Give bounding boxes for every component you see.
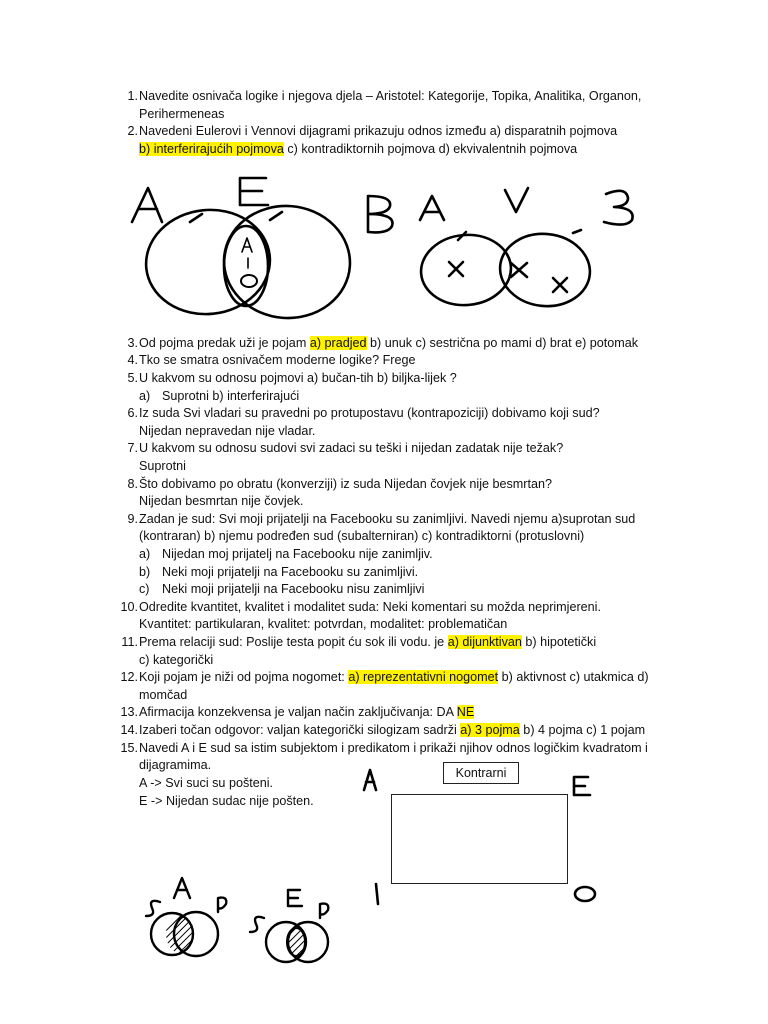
question-number: 4. xyxy=(127,353,138,367)
question-number: 6. xyxy=(127,406,138,420)
question-text: Navedeni Eulerovi i Vennovi dijagrami prikazuju odnos između a) disparatnih pojmova xyxy=(139,124,618,138)
question-number: 10. xyxy=(120,600,138,614)
answer-text: E -> Nijedan sudac nije pošten. xyxy=(139,794,314,808)
question-text: Afirmacija konzekvensa je valjan način zaključivanja: DA xyxy=(139,705,457,719)
question-number: 2. xyxy=(127,124,138,138)
sp-letter-a xyxy=(174,878,190,898)
question-number: 7. xyxy=(127,441,138,455)
question-text: c) kontradiktornih pojmova d) ekvivalentnih pojmova xyxy=(283,142,578,156)
answer-text: Nijedan besmrtan nije čovjek. xyxy=(139,494,304,508)
highlighted-answer: a) pradjed xyxy=(309,336,367,350)
question-text: b) unuk c) sestrična po mami d) brat e) potomak xyxy=(366,336,639,350)
question-number: 15. xyxy=(120,741,138,755)
answer-text: Kvantitet: partikularan, kvalitet: potvrdan, modalitet: problematičan xyxy=(139,617,508,631)
question-number: 3. xyxy=(127,336,138,350)
question-number: 14. xyxy=(120,723,138,737)
question-number: 9. xyxy=(127,512,138,526)
highlighted-answer: a) 3 pojma xyxy=(460,723,520,737)
question-text: Od pojma predak uži je pojam xyxy=(139,336,310,350)
question-text: dijagramima. xyxy=(139,758,212,772)
question-text: Navedite osnivača logike i njegova djela – Aristotel: Kategorije, Topika, Analitika, Organon, xyxy=(139,89,642,103)
question-text: Tko se smatra osnivačem moderne logike? Frege xyxy=(139,353,416,367)
sp-letter-s xyxy=(146,901,160,916)
answer-text: Neki moji prijatelji na Facebooku su zanimljivi. xyxy=(162,565,419,579)
question-text: Perihermeneas xyxy=(139,107,225,121)
question-text: Prema relaciji sud: Poslije testa popit ću sok ili vodu. je xyxy=(139,635,448,649)
question-text: (kontraran) b) njemu podređen sud (subalterniran) c) kontradiktorni (protuslovni) xyxy=(139,529,585,543)
answer-text: Neki moji prijatelji na Facebooku nisu zanimljivi xyxy=(162,582,425,596)
highlighted-answer: a) dijunktivan xyxy=(447,635,522,649)
sp-letter-p2 xyxy=(320,904,328,918)
contrary-label-box: Kontrarni xyxy=(443,762,519,784)
question-text: Koji pojam je niži od pojma nogomet: xyxy=(139,670,349,684)
question-text: Zadan je sud: Svi moji prijatelji na Facebooku su zanimljivi. Navedi njemu a)suprotan sud xyxy=(139,512,636,526)
question-number: 5. xyxy=(127,371,138,385)
sub-label: b) xyxy=(139,565,151,579)
sp-letter-p xyxy=(218,898,226,912)
question-number: 13. xyxy=(120,705,138,719)
question-number: 11. xyxy=(121,635,138,649)
answer-text: Nijedan moj prijatelj na Facebooku nije zanimljiv. xyxy=(162,547,433,561)
question-text: Izaberi točan odgovor: valjan kategorički silogizam sadrži xyxy=(139,723,461,737)
question-text: b) aktivnost c) utakmica d) xyxy=(498,670,649,684)
question-text: Odredite kvantitet, kvalitet i modalitet suda: Neki komentari su možda neprimjereni. xyxy=(139,600,601,614)
answer-text: Suprotni xyxy=(139,459,186,473)
sp-letter-s2 xyxy=(250,917,264,932)
question-number: 12. xyxy=(120,670,138,684)
sp-letter-e xyxy=(288,890,302,906)
highlighted-answer: b) interferirajućih pojmova xyxy=(139,142,284,156)
question-number: 8. xyxy=(127,477,138,491)
answer-text: A -> Svi suci su pošteni. xyxy=(139,776,274,790)
question-text: U kakvom su odnosu pojmovi a) bučan-tih b) biljka-lijek ? xyxy=(139,371,457,385)
question-text: U kakvom su odnosu sudovi svi zadaci su teški i nijedan zadatak nije težak? xyxy=(139,441,564,455)
answer-text: Suprotni b) interferirajući xyxy=(162,389,300,403)
question-number: 1. xyxy=(127,89,138,103)
question-text: Iz suda Svi vladari su pravedni po protupostavu (kontrapoziciji) dobivamo koji sud? xyxy=(139,406,600,420)
question-text: Što dobivamo po obratu (konverziji) iz suda Nijedan čovjek nije besmrtan? xyxy=(139,477,553,491)
answer-text: Nijedan nepravedan nije vladar. xyxy=(139,424,316,438)
question-text: b) 4 pojma c) 1 pojam xyxy=(519,723,646,737)
sub-label: a) xyxy=(139,389,151,403)
question-text: momčad xyxy=(139,688,188,702)
question-text: b) hipotetički xyxy=(521,635,597,649)
highlighted-answer: a) reprezentativni nogomet xyxy=(348,670,499,684)
sub-label: c) xyxy=(139,582,150,596)
question-text: Navedi A i E sud sa istim subjektom i predikatom i prikaži njihov odnos logičkim kvadratom i xyxy=(139,741,648,755)
sub-label: a) xyxy=(139,547,151,561)
question-text: c) kategorički xyxy=(139,653,214,667)
highlighted-answer: NE xyxy=(456,705,475,719)
